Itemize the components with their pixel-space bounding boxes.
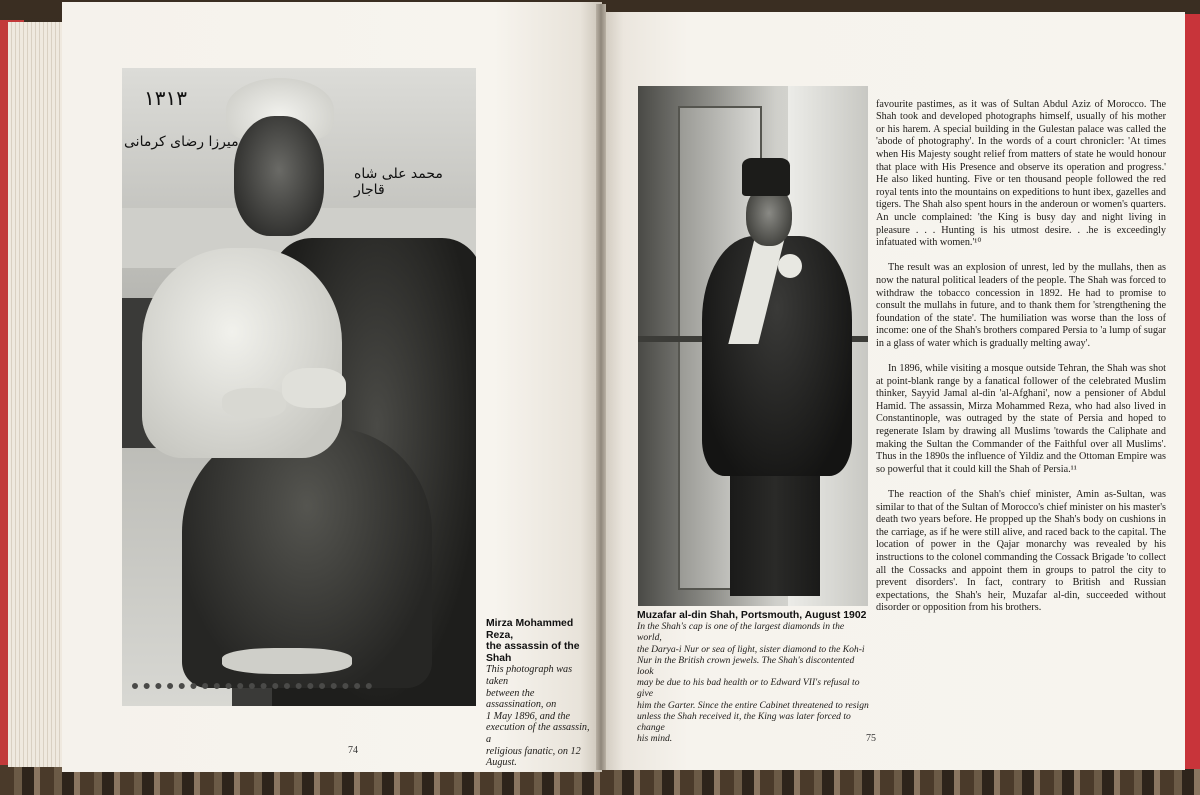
photo-hand-right: [282, 368, 346, 408]
photo-medal-star: [778, 254, 802, 278]
left-caption-line: This photograph was taken: [486, 664, 573, 687]
photo-head: [234, 116, 324, 236]
photo-inscription-a: میرزا رضای کرمانی: [124, 134, 239, 150]
left-caption-title-1: Mirza Mohammed Reza,: [486, 618, 574, 641]
photo-numerals: ١٣١٣: [144, 86, 187, 110]
page-number-right: 75: [866, 733, 876, 744]
left-caption-line: August.: [486, 757, 517, 769]
right-caption-title: Muzafar al-din Shah, Portsmouth, August 1902: [637, 610, 867, 621]
right-caption-line: In the Shah's cap is one of the largest diamonds in the world,: [637, 621, 845, 644]
book-gutter: [596, 4, 606, 770]
body-paragraph: The result was an explosion of unrest, led by the mullahs, then as now the natural political leaders of the people. The Shah was forced to withdraw the tobacco concession in 1892. He had to promise to consult the mullahs in future, and to thank them for 'strengthening the foundation of the state'. The humiliation was worse than the loss of income: one of the Shah's brothers compared Persia to 'a lump of sugar in a glass of water which is gradually melting away'.: [876, 262, 1166, 349]
body-paragraph: The reaction of the Shah's chief minister, Amin as-Sultan, was similar to that of the Sultan of Morocco's chief minister on his master's death two years before. He propped up the Shah's body on cushions in the carriage, as if he were still alive, and raced back to the capital. The location of power in the Qajar monarchy was revealed by his instructions to the colonel commanding the Cossack Brigade 'to collect all the Cossacks and appoint them in groups to patrol the city to prevent disorders'. In fact, contrary to British and Russian expectations, the Shah's heir, Muzafar al-din, succeeded without disorder or opposition from his brothers.: [876, 489, 1166, 614]
photo-mirza-mohammed-reza: [122, 68, 476, 706]
photo-uniform-coat: [702, 236, 852, 476]
right-caption-line: his mind.: [637, 733, 673, 745]
body-paragraph: In 1896, while visiting a mosque outside Tehran, the Shah was shot at point-blank range by a fanatical follower of the celebrated Muslim thinker, Sayyid Jamal al-din 'al-Afghani', now a pensioner of Abdul Hamid. The assassin, Mirza Mohammed Reza, who had also lived in Constantinople, was outraged by the state of Persia and hoped to regenerate Islam by drawing all Muslims 'towards the Caliphate and making the Sultan the Commander of the Faithful over all Muslims'. Thus in the 1890s the influence of Yildiz and the Ottoman Empire was so powerful that it could kill the Shah of Persia.¹¹: [876, 363, 1166, 475]
page-number-left: 74: [348, 745, 358, 756]
left-caption: [486, 618, 592, 769]
photo-muzafar-al-din-shah: [638, 86, 868, 606]
left-caption-line: execution of the assassin, a: [486, 722, 590, 745]
photo-inscription-b: محمد علی شاه قاجار: [354, 166, 443, 198]
body-text: [876, 86, 1166, 628]
right-caption-line: him the Garter. Since the entire Cabinet threatened to resign: [637, 699, 869, 711]
photo-hand-left: [222, 388, 286, 418]
right-caption: [637, 610, 869, 744]
photo-cap: [742, 158, 790, 196]
photo-shirt: [142, 248, 342, 458]
left-caption-line: between the assassination, on: [486, 687, 557, 711]
right-caption-line: Nur in the British crown jewels. The Shah's discontented look: [637, 654, 855, 678]
photo-chain: [132, 653, 372, 689]
right-caption-line: the Darya-i Nur or sea of light, sister diamond to the Koh-i: [637, 643, 865, 655]
right-caption-line: unless the Shah received it, the King was later forced to change: [637, 710, 851, 734]
left-caption-line: 1 May 1896, and the: [486, 710, 571, 722]
left-caption-line: religious fanatic, on 12: [486, 745, 581, 757]
body-paragraph: favourite pastimes, as it was of Sultan Abdul Aziz of Morocco. The Shah took and developed photographs himself, usually of his mother or his harem. A special building in the Gulestan palace was called the 'abode of photography'. In the words of a court chronicler: 'At times when His Majesty sought relief from matters of state he would honour that place with His Presence and observe its operation and progress.' He also liked hunting. Five or ten thousand people followed the red royal tents into the mountains on expeditions to hunt ibex, gazelles and tigers. The Shah also spent hours in the anderoun or women's quarters. An uncle complained: 'the King is busy day and night living in pleasure . . . Hunting is his utmost desire. . .he is exceedingly infatuated with women.'¹⁰: [876, 98, 1166, 249]
photo-legs: [730, 466, 820, 596]
right-caption-line: may be due to his bad health or to Edward VII's refusal to give: [637, 677, 860, 700]
left-caption-title-2: the assassin of the Shah: [486, 641, 580, 664]
